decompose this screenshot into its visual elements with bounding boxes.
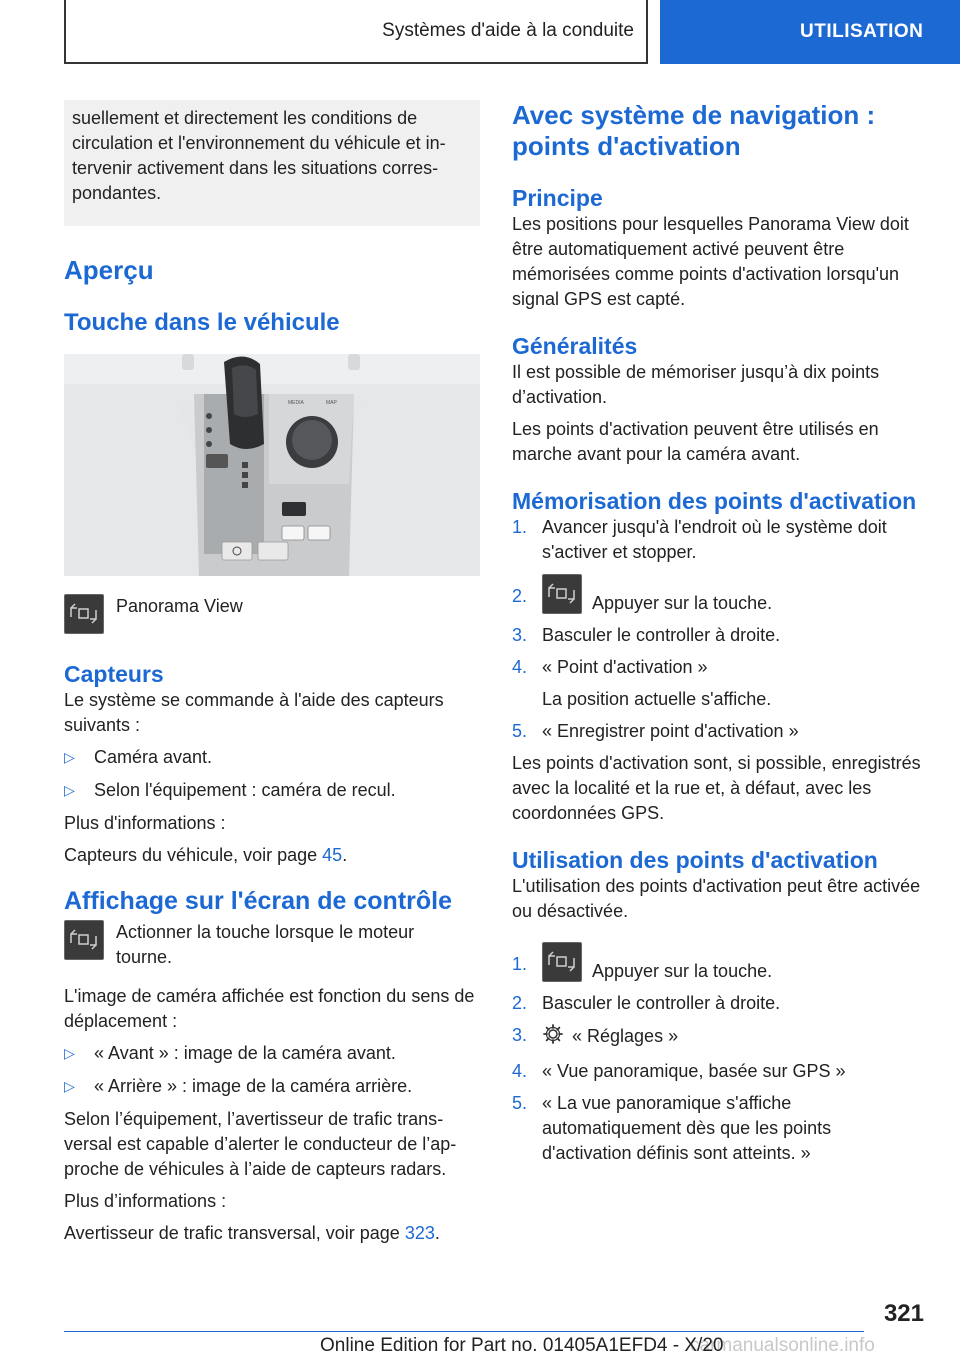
trafic-reference: Avertisseur de trafic transversal, voir page 323. bbox=[64, 1223, 440, 1243]
list-item: ▷ « Arrière » : image de la caméra arrière. bbox=[64, 1074, 480, 1099]
footer-divider bbox=[64, 1331, 864, 1332]
generalites-text-2: Les points d'activation peuvent être utilisés en marche avant pour la caméra avant. bbox=[512, 419, 879, 464]
list-item: 4. « Point d'activation » La position actuelle s'affiche. bbox=[512, 657, 772, 709]
list-item: 4. « Vue panoramique, basée sur GPS » bbox=[512, 1061, 846, 1081]
heading-principe: Principe bbox=[512, 185, 603, 211]
trafic-text: Selon l’équipement, l’avertisseur de trafic transversal est capable d’alerter le conducteur de l’approche de véhicules à l’aide de capteurs radars. bbox=[64, 1109, 457, 1179]
right-column bbox=[512, 100, 928, 1173]
note-box bbox=[64, 100, 480, 226]
affichage-icon-row bbox=[64, 920, 480, 970]
list-item: 2. Appuyer sur la touche. bbox=[512, 572, 928, 616]
panorama-view-button-icon bbox=[64, 594, 104, 634]
affichage-list bbox=[64, 1041, 480, 1099]
list-item: 2. Basculer le controller à droite. bbox=[512, 993, 781, 1013]
page-link-45[interactable]: 45 bbox=[322, 845, 343, 865]
triangle-bullet-icon: ▷ bbox=[64, 1078, 75, 1094]
heading-apercu: Aperçu bbox=[64, 255, 154, 285]
generalites-text-1: Il est possible de mémoriser jusqu’à dix points d’activation. bbox=[512, 362, 880, 407]
panorama-view-label: Panorama View bbox=[116, 596, 243, 616]
memorisation-steps bbox=[512, 515, 928, 744]
capteurs-list bbox=[64, 745, 480, 803]
heading-nav: Avec système de navigation : points d'activation bbox=[512, 100, 876, 161]
vehicle-console-photo bbox=[64, 354, 480, 576]
triangle-bullet-icon: ▷ bbox=[64, 1045, 75, 1061]
list-item: 1. Appuyer sur la touche. bbox=[512, 940, 928, 984]
list-item: 5. « Enregistrer point d'activation » bbox=[512, 721, 799, 741]
list-item: ▷ « Avant » : image de la caméra avant. bbox=[64, 1041, 480, 1066]
capteurs-reference: Capteurs du véhicule, voir page 45. bbox=[64, 845, 348, 865]
svg-text:MEDIA: MEDIA bbox=[288, 400, 304, 406]
console-illustration bbox=[64, 354, 480, 576]
section-title: Systèmes d'aide à la conduite bbox=[382, 20, 634, 41]
list-item: 3. Basculer le controller à droite. bbox=[512, 625, 781, 645]
heading-touche: Touche dans le véhicule bbox=[64, 309, 340, 336]
left-column bbox=[64, 100, 480, 1253]
header-section-title bbox=[64, 0, 648, 64]
header-chapter-tab bbox=[660, 0, 960, 64]
memorisation-after: Les points d'activation sont, si possible, enregistrés avec la localité et la rue et, à défaut, avec les coordonnées GPS. bbox=[512, 753, 921, 823]
chapter-title: UTILISATION bbox=[800, 21, 924, 42]
list-item: 3. « Réglages » bbox=[512, 1023, 928, 1052]
heading-capteurs: Capteurs bbox=[64, 661, 164, 687]
utilisation-text: L'utilisation des points d'activation peut être activée ou désactivée. bbox=[512, 876, 921, 921]
heading-generalites: Généralités bbox=[512, 333, 638, 359]
gear-icon bbox=[542, 1023, 564, 1052]
watermark: carmanualsonline.info bbox=[690, 1335, 875, 1356]
heading-utilisation: Utilisation des points d'activation bbox=[512, 847, 878, 873]
triangle-bullet-icon: ▷ bbox=[64, 749, 75, 765]
page-number: 321 bbox=[883, 1300, 924, 1327]
panorama-view-button-icon bbox=[542, 942, 582, 982]
capteurs-intro: Le système se commande à l'aide des capteurs suivants : bbox=[64, 690, 444, 735]
affichage-icon-text: Actionner la touche lorsque le moteur tourne. bbox=[116, 922, 415, 967]
edition-text: Online Edition for Part no. 01405A1EFD4 - X/20 bbox=[320, 1335, 724, 1356]
utilisation-steps bbox=[512, 940, 928, 1166]
panorama-view-row bbox=[64, 594, 480, 634]
list-item: 5. « La vue panoramique s'affiche automatiquement dès que les points d'activation définis sont atteints. » bbox=[512, 1093, 832, 1163]
svg-text:MAP: MAP bbox=[326, 400, 337, 406]
page-link-323[interactable]: 323 bbox=[404, 1223, 435, 1243]
more-info-label-2: Plus d’informations : bbox=[64, 1191, 227, 1211]
heading-memorisation: Mémorisation des points d'activation bbox=[512, 488, 917, 514]
heading-affichage: Affichage sur l'écran de contrôle bbox=[64, 887, 452, 915]
list-item: ▷ Selon l'équipement : caméra de recul. bbox=[64, 778, 480, 803]
list-item: ▷ Caméra avant. bbox=[64, 745, 480, 770]
affichage-text: L'image de caméra affichée est fonction du sens de déplacement : bbox=[64, 986, 475, 1031]
panorama-view-button-icon bbox=[64, 920, 104, 960]
note-text: suellement et directement les conditions de circulation et l'environnement du véhicule et intervenir activement dans les situations correspondantes. bbox=[72, 108, 446, 203]
principe-text: Les positions pour lesquelles Panorama View doit être automatiquement activé peuvent être mémorisées comme points d'activation lorsqu'un signal GPS est capté. bbox=[512, 214, 909, 309]
triangle-bullet-icon: ▷ bbox=[64, 782, 75, 798]
more-info-label: Plus d'informations : bbox=[64, 813, 226, 833]
panorama-view-button-icon bbox=[542, 574, 582, 614]
list-item: 1. Avancer jusqu'à l'endroit où le système doit s'activer et stopper. bbox=[512, 517, 887, 562]
